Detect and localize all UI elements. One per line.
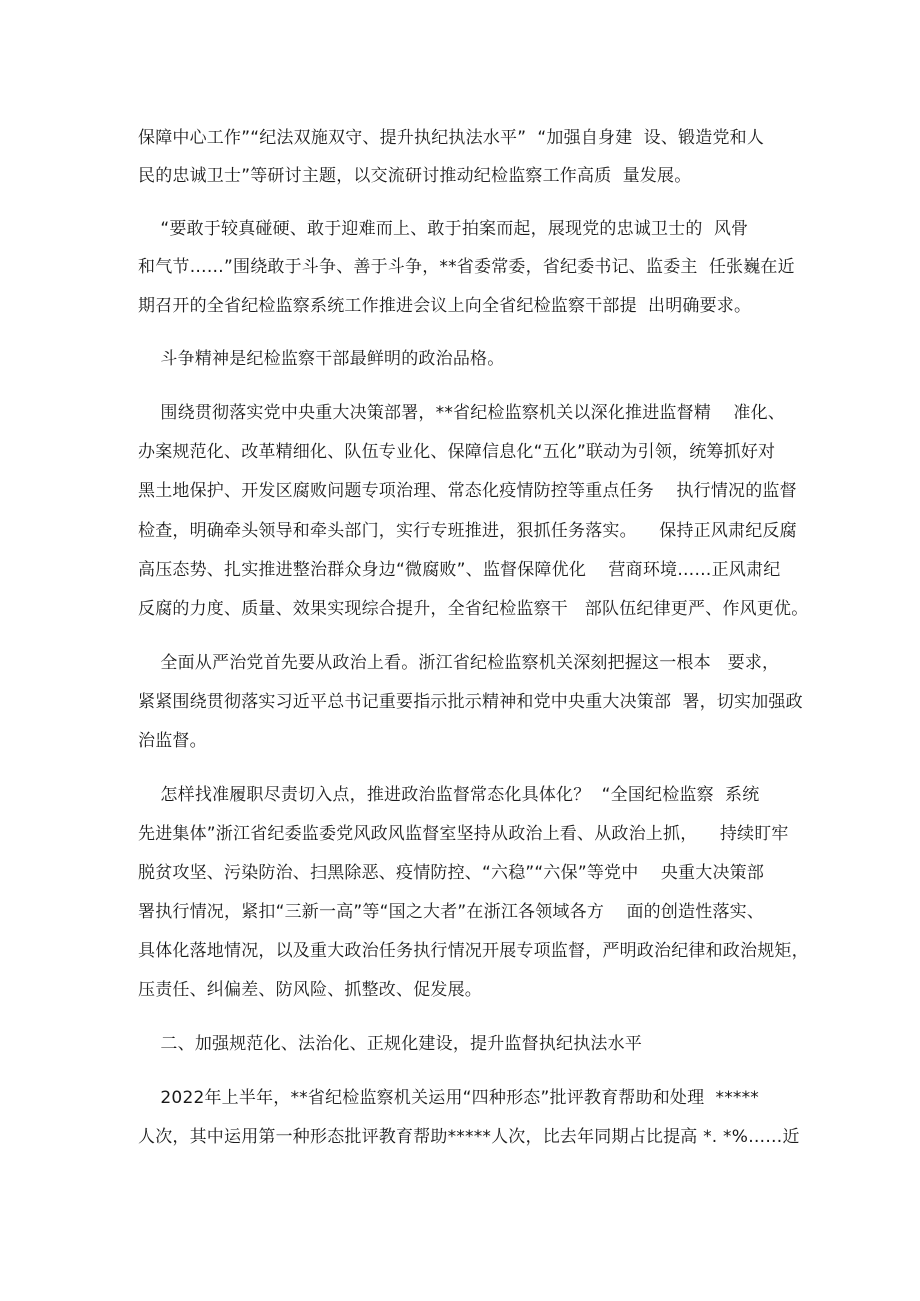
text-line: 署执行情况，紧扣“三新一高”等“国之大者”在浙江各领域各方 面的创造性落实、 [138,902,765,922]
text-line: 具体化落地情况，以及重大政治任务执行情况开展专项监督，严明政治纪律和政治规矩， [138,941,809,961]
text-line: 高压态势、扎实推进整治群众身边“微腐败”、监督保障优化 营商环境……正风肃纪 [138,560,781,580]
text-line: 紧紧围绕贯彻落实习近平总书记重要指示批示精神和党中央重大决策部 署，切实加强政 [138,692,803,712]
text-line: 黑土地保护、开发区腐败问题专项治理、常态化疫情防控等重点任务 执行情况的监督 [138,481,797,501]
text-line: 压责任、纠偏差、防风险、抓整改、促发展。 [138,980,482,1000]
text-line: 和气节……”围绕敢于斗争、善于斗争，**省委常委，省纪委书记、监委主 任张巍在近 [138,257,795,277]
text-line: 斗争精神是纪检监察干部最鲜明的政治品格。 [138,349,505,369]
section-heading: 二、加强规范化、法治化、正规化建设，提升监督执纪执法水平 [138,1034,643,1054]
text-line: 人次，其中运用第一种形态批评教育帮助*****人次，比去年同期占比提高 *. *%……近 [138,1127,800,1147]
text-line: 办案规范化、改革精细化、队伍专业化、保障信息化“五化”联动为引领，统筹抓好对 [138,442,776,462]
text-line: 怎样找准履职尽责切入点，推进政治监督常态化具体化？ “全国纪检监察 系统 [138,785,760,805]
text-line: 先进集体”浙江省纪委监委党风政风监督室坚持从政治上看、从政治上抓， 持续盯牢 [138,824,789,844]
text-line: 脱贫攻坚、污染防治、扫黑除恶、疫情防控、“六稳”“六保”等党中 央重大决策部 [138,863,765,883]
text-line: 期召开的全省纪检监察系统工作推进会议上向全省纪检监察干部提 出明确要求。 [138,296,752,316]
text-line: 2022年上半年，**省纪检监察机关运用“四种形态”批评教育帮助和处理 ***** [138,1088,759,1108]
text-line: 全面从严治党首先要从政治上看。浙江省纪检监察机关深刻把握这一根本 要求， [138,653,780,673]
text-line: “要敢于较真碰硬、敢于迎难而上、敢于拍案而起，展现党的忠诚卫士的 风骨 [138,219,749,239]
text-line: 检查，明确牵头领导和牵头部门，实行专班推进，狠抓任务落实。 保持正风肃纪反腐 [138,521,797,541]
text-line: 反腐的力度、质量、效果实现综合提升，全省纪检监察干 部队伍纪律更严、作风更优。 [138,599,809,619]
text-line: 治监督。 [138,731,207,751]
text-line: 保障中心工作”“纪法双施双守、提升执纪执法水平” “加强自身建 设、锻造党和人 [138,128,765,148]
text-line: 围绕贯彻落实党中央重大决策部署，**省纪检监察机关以深化推进监督精 准化、 [138,403,786,423]
text-line: 民的忠诚卫士”等研讨主题，以交流研讨推动纪检监察工作高质 量发展。 [138,166,692,186]
